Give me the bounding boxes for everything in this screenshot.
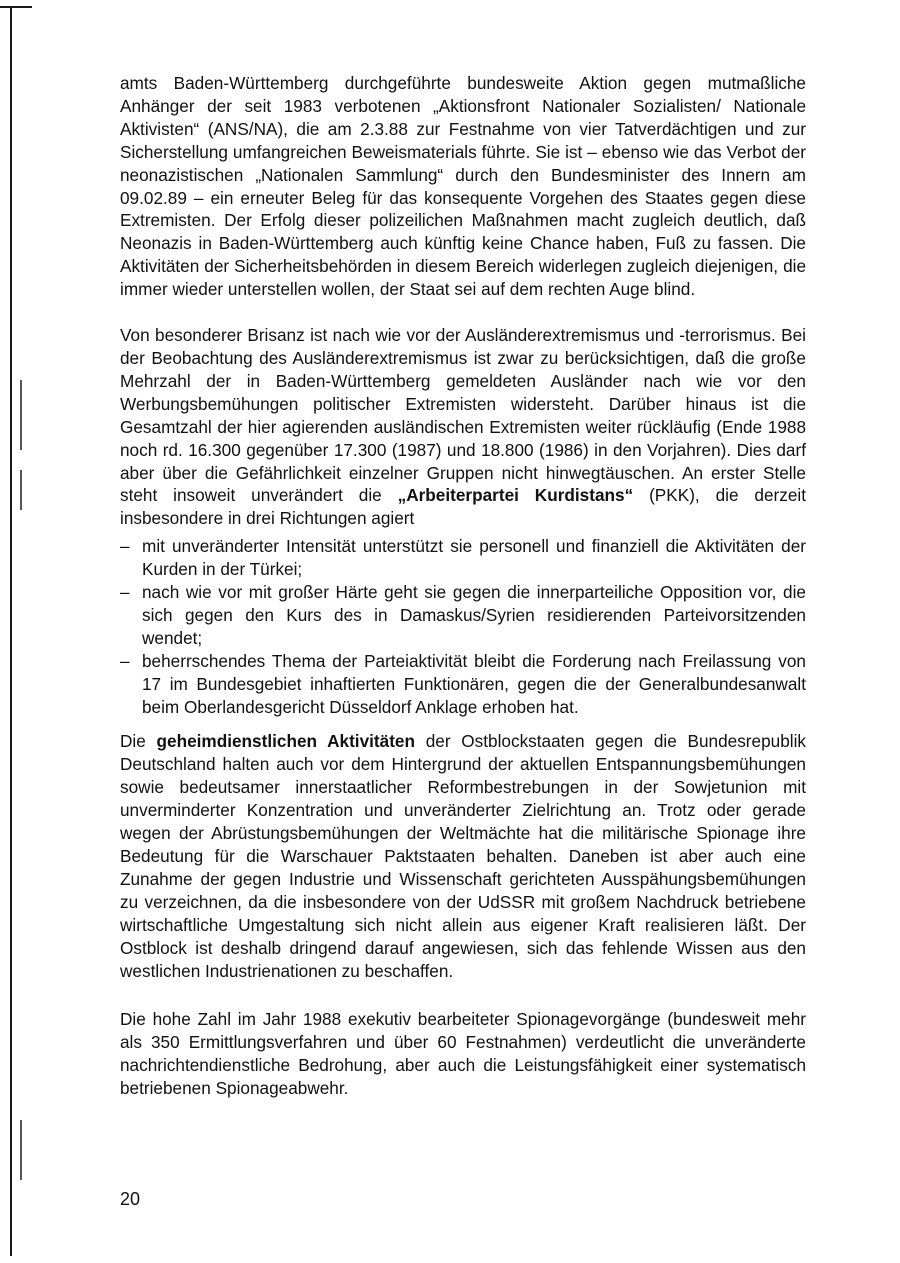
paragraph-geheimdienst [120, 730, 806, 982]
paragraph-neonazi-ban: amts Baden-Württemberg durchgeführte bundesweite Aktion gegen mutmaßliche Anhänger der seit 1983 verbotenen „Aktionsfront Nationaler Sozialisten/ Nationale Aktivisten“ (ANS/NA), die am 2.3.88 zur Festnahme von vier Tatverdächtigen und zur Sicherstellung umfangreichen Beweismaterials führte. Sie ist – ebenso wie das Verbot der neonazistischen „Nationalen Sammlung“ durch den Bundesminister des Innern am 09.02.89 – ein erneuter Beleg für das konsequente Vorgehen des Staates gegen diese Extremisten. Der Erfolg dieser polizeilichen Maßnahmen macht zugleich deutlich, daß Neonazis in Baden-Württemberg auch künftig keine Chance haben, Fuß zu fassen. Die Aktivitäten der Sicherheitsbehörden in diesem Bereich widerlegen zugleich diejenigen, die immer wieder unterstellen wollen, der Staat sei auf dem rechten Auge blind. [120, 73, 806, 300]
scan-speck [20, 470, 22, 510]
list-item-text: beherrschendes Thema der Parteiaktivität bleibt die Forderung nach Freilassung von 17 im Bundesgebiet inhaftierten Funktionären, gegen die der Generalbundesanwalt beim Oberlandesgericht Düsseldorf Anklage erhoben hat. [142, 650, 806, 717]
bold-term-geheimdienst: geheimdienstlichen Aktivitäten [156, 731, 415, 752]
binding-corner-mark [0, 6, 32, 8]
page-number: 20 [120, 1189, 141, 1209]
paragraph-text: Von besonderer Brisanz ist nach wie vor der Ausländerextremismus und -terrorismus. Bei der Beobachtung des Ausländerextremismus ist zwar zu berücksichtigen, daß die große Mehrzahl der in Baden-Württemberg gemeldeten Ausländer nach wie vor den Werbungsbemühungen politischer Extremisten widersteht. Darüber hinaus ist die Gesamtzahl der hier agierenden ausländischen Extremisten weiter rückläufig (Ende 1988 noch rd. 16.300 gegenüber 17.300 (1987) und 18.800 (1986) in den Vorjahren). Dies darf aber über die Gefährlichkeit einzelner Gruppen nicht hinwegtäuschen. An erster Stelle steht insoweit unverändert die [120, 325, 806, 506]
bold-term-pkk: „Arbeiterpartei Kurdistans“ [397, 485, 634, 506]
list-item [120, 650, 806, 719]
document-page-body [120, 72, 806, 1100]
list-item [120, 535, 806, 581]
bullet-dash: – [120, 650, 130, 671]
list-item-text: nach wie vor mit großer Härte geht sie gegen die innerparteiliche Opposition vor, die sich gegen den Kurs des in Damaskus/Syrien residierenden Parteivorsitzenden wendet; [142, 582, 806, 648]
paragraph-auslaenderextremismus [120, 324, 806, 530]
scan-speck [20, 380, 22, 450]
paragraph-text: (PKK), die derzeit insbesondere in drei Richtungen agiert [120, 485, 807, 529]
bullet-dash: – [120, 582, 130, 603]
pkk-activity-list [120, 535, 806, 718]
binding-edge-scan-artifact [0, 0, 36, 1263]
list-item [120, 581, 806, 650]
scan-speck [20, 1120, 22, 1180]
list-item-text: mit unveränderter Intensität unterstützt sie personell und finanziell die Aktivitäten der Kurden in der Türkei; [142, 536, 806, 580]
paragraph-text: Die [120, 731, 157, 752]
binding-rule-line [10, 6, 12, 1256]
paragraph-spionageabwehr: Die hohe Zahl im Jahr 1988 exekutiv bearbeiteter Spionagevorgänge (bundesweit mehr als 350 Ermittlungsverfahren und über 60 Festnahmen) verdeutlicht die unveränderte nachrichtendienstliche Bedrohung, aber auch die Leistungsfähigkeit einer systematisch betriebenen Spionageabwehr. [120, 1009, 806, 1099]
paragraph-text: der Ostblockstaaten gegen die Bundesrepublik Deutschland halten auch vor dem Hintergrund der aktuellen Entspannungsbemühungen sowie bedeutsamer innerstaatlicher Reformbestrebungen in der Sowjetunion mit unverminderter Konzentration und unveränderter Zielrichtung an. Trotz oder gerade wegen der Abrüstungsbemühungen der Weltmächte hat die militärische Spionage ihre Bedeutung für die Warschauer Paktstaaten behalten. Daneben ist aber auch eine Zunahme der gegen Industrie und Wissenschaft gerichteten Ausspähungsbemühungen zu verzeichnen, da die insbesondere von der UdSSR mit großem Nachdruck betriebene wirtschaftliche Umgestaltung sich nicht allein aus eigener Kraft realisieren läßt. Der Ostblock ist deshalb dringend darauf angewiesen, sich das fehlende Wissen aus den westlichen Industrienationen zu beschaffen. [120, 731, 806, 981]
bullet-dash: – [120, 536, 130, 557]
